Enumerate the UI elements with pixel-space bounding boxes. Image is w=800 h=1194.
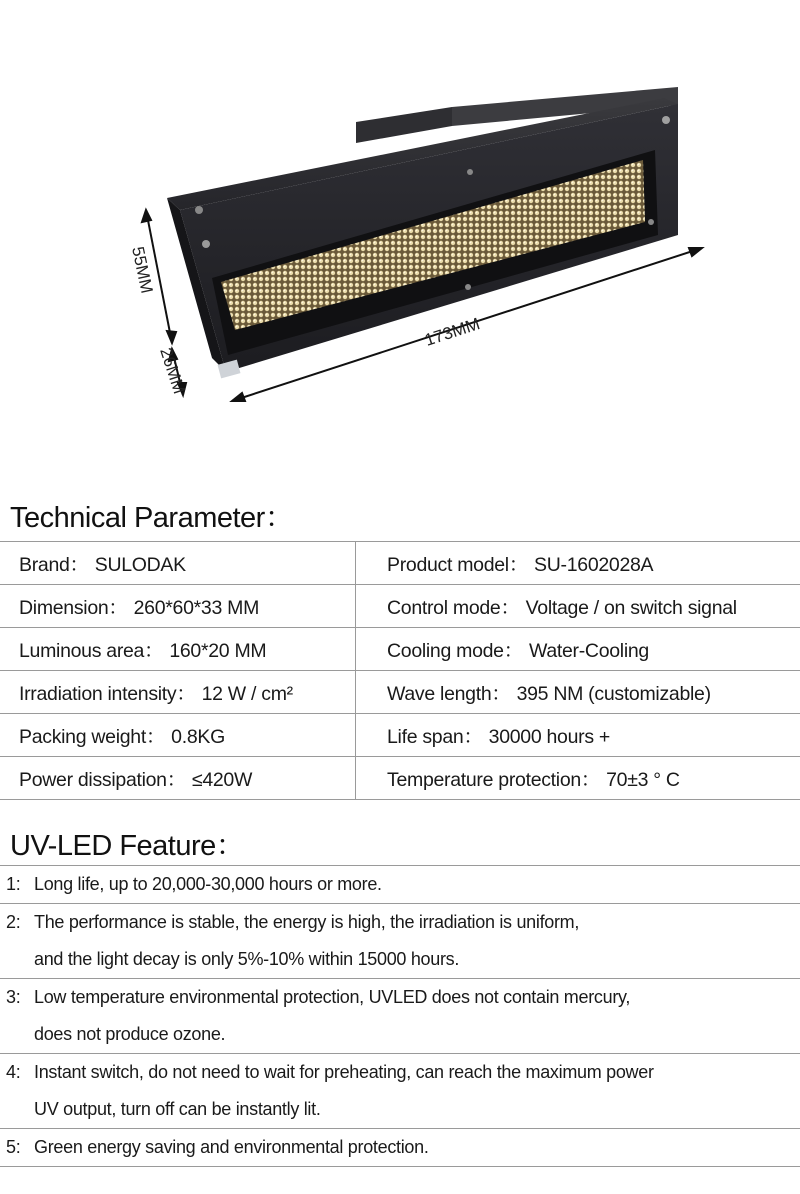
parameter-label: Power dissipation： xyxy=(19,769,186,791)
parameter-label: Dimension： xyxy=(19,597,128,619)
parameter-label: Product model： xyxy=(387,554,529,576)
parameter-cell xyxy=(356,542,800,585)
parameter-row xyxy=(0,714,800,757)
parameter-value: Voltage / on switch signal xyxy=(525,597,737,619)
feature-item xyxy=(0,903,800,978)
feature-item xyxy=(0,1128,800,1167)
feature-item xyxy=(0,865,800,903)
parameter-value: 0.8KG xyxy=(171,726,225,748)
parameter-value: 12 W / cm² xyxy=(201,683,293,705)
parameter-value: Water-Cooling xyxy=(528,640,649,662)
feature-number: 2: xyxy=(6,912,21,932)
parameter-value: 70±3 ° C xyxy=(606,769,680,791)
parameter-row xyxy=(0,757,800,800)
parameter-cell xyxy=(356,628,800,671)
parameter-cell xyxy=(0,628,356,671)
feature-text: does not produce ozone. xyxy=(34,1024,226,1044)
feature-text: The performance is stable, the energy is high, the irradiation is uniform, xyxy=(34,912,580,932)
feature-item xyxy=(0,978,800,1053)
parameter-label: Life span： xyxy=(387,726,483,748)
feature-text: Instant switch, do not need to wait for preheating, can reach the maximum power xyxy=(34,1062,654,1082)
parameter-value: SU-1602028A xyxy=(534,554,654,576)
feature-text: and the light decay is only 5%-10% within 15000 hours. xyxy=(34,949,460,969)
technical-parameter-table xyxy=(0,541,800,800)
parameter-row xyxy=(0,585,800,628)
parameter-cell xyxy=(356,585,800,628)
parameter-cell xyxy=(356,714,800,757)
parameter-row xyxy=(0,628,800,671)
parameter-cell xyxy=(0,585,356,628)
uv-led-lamp-illustration xyxy=(0,0,800,470)
parameter-cell xyxy=(0,671,356,714)
parameter-label: Cooling mode： xyxy=(387,640,523,662)
parameter-cell xyxy=(0,757,356,800)
feature-item xyxy=(0,1053,800,1128)
feature-number: 3: xyxy=(6,987,21,1007)
feature-list xyxy=(0,865,800,1167)
parameter-cell xyxy=(356,757,800,800)
parameter-row xyxy=(0,542,800,585)
feature-text: Long life, up to 20,000-30,000 hours or more. xyxy=(34,874,382,894)
parameter-cell xyxy=(0,542,356,585)
dimension-length-label: 173MM xyxy=(422,314,483,350)
technical-parameter-title: Technical Parameter： xyxy=(10,502,294,534)
uv-led-feature-title: UV-LED Feature： xyxy=(10,830,245,862)
feature-number: 1: xyxy=(6,874,21,894)
parameter-value: ≤420W xyxy=(191,769,253,791)
parameter-value: SULODAK xyxy=(94,554,186,576)
parameter-label: Wave length： xyxy=(387,683,511,705)
feature-number: 4: xyxy=(6,1062,21,1082)
feature-text: UV output, turn off can be instantly lit. xyxy=(34,1099,321,1119)
parameter-label: Temperature protection： xyxy=(387,769,601,791)
parameter-value: 260*60*33 MM xyxy=(133,597,260,619)
parameter-row xyxy=(0,671,800,714)
parameter-label: Control mode： xyxy=(387,597,520,619)
parameter-value: 395 NM (customizable) xyxy=(516,683,711,705)
dimension-depth-label: 26MM xyxy=(156,345,189,397)
parameter-label: Packing weight： xyxy=(19,726,166,748)
feature-text: Low temperature environmental protection, UVLED does not contain mercury, xyxy=(34,987,631,1007)
feature-text: Green energy saving and environmental protection. xyxy=(34,1137,429,1157)
product-image xyxy=(0,0,800,470)
dimension-height-label: 55MM xyxy=(128,244,157,296)
parameter-label: Brand： xyxy=(19,554,89,576)
parameter-label: Luminous area： xyxy=(19,640,164,662)
parameter-value: 30000 hours + xyxy=(488,726,610,748)
parameter-cell xyxy=(0,714,356,757)
feature-number: 5: xyxy=(6,1137,21,1157)
parameter-cell xyxy=(356,671,800,714)
parameter-value: 160*20 MM xyxy=(169,640,267,662)
parameter-label: Irradiation intensity： xyxy=(19,683,196,705)
